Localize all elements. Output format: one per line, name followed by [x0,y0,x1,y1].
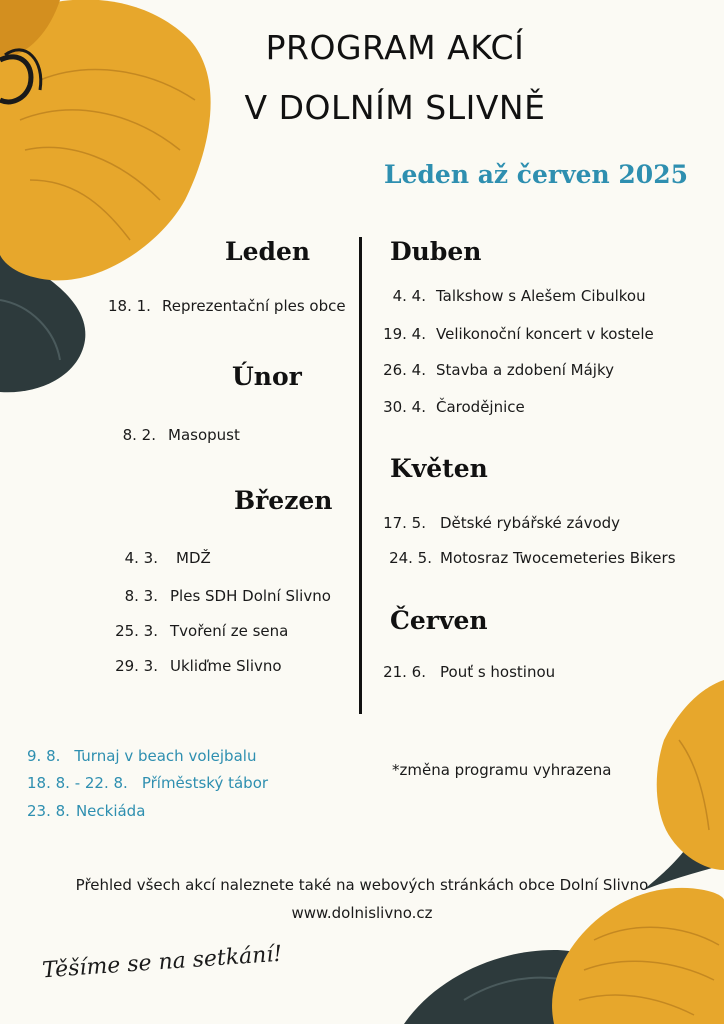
event-date: 24. 5. [389,549,432,567]
event-name: Masopust [168,426,240,444]
summer-event-name: Neckiáda [75,802,146,820]
event-date: 4. 3. [124,549,158,567]
summer-event-item [27,774,268,792]
event-name: Pouť s hostinou [440,663,556,681]
event-name: Stavba a zdobení Májky [436,361,615,379]
event-name: Reprezentační ples obce [162,297,346,315]
month-heading-kveten: Květen [390,454,488,483]
month-heading-brezen: Březen [234,486,333,515]
event-date: 18. 1. [108,297,151,315]
month-heading-leden: Leden [225,237,311,266]
summer-event-item [27,747,256,765]
event-date: 26. 4. [383,361,426,379]
event-item [380,663,555,681]
event-item [380,361,614,379]
event-date: 8. 2. [122,426,156,444]
event-date: 30. 4. [383,398,426,416]
footer [0,871,724,927]
event-name: Ukliďme Slivno [170,657,282,675]
summer-event-name: Turnaj v beach volejbalu [74,747,257,765]
summer-event-name: Příměstský tábor [141,774,269,792]
event-date: 29. 3. [115,657,158,675]
event-name: Velikonoční koncert v kostele [436,325,654,343]
page-title-line-2: V DOLNÍM SLIVNĚ [244,88,546,127]
summer-event-item [27,802,145,820]
flower-top-left-decoration [0,0,215,400]
website-link[interactable]: www.dolnislivno.cz [291,904,433,922]
event-date: 4. 4. [392,287,426,305]
event-item [108,426,240,444]
event-item [380,514,620,532]
summer-event-date: 9. 8. [27,747,61,765]
event-name: Talkshow s Alešem Cibulkou [436,287,646,305]
event-item [108,587,331,605]
flower-bottom-right-decoration [404,680,724,1024]
event-item [380,549,676,567]
summer-event-date: 18. 8. - 22. 8. [27,774,128,792]
event-item [380,325,654,343]
program-change-note: *změna programu vyhrazena [392,761,612,779]
event-name: Čarodějnice [436,398,525,416]
page-title-line-1: PROGRAM AKCÍ [265,28,525,67]
event-name: Dětské rybářské závody [440,514,621,532]
event-item [380,287,646,305]
month-heading-duben: Duben [390,237,482,266]
event-item [380,398,525,416]
event-name: Motosraz Twocemeteries Bikers [440,549,676,567]
signature-handwritten: Těšíme se na setkání! [41,941,284,984]
event-item [108,297,346,315]
column-divider [359,237,362,714]
event-date: 17. 5. [383,514,426,532]
month-heading-cerven: Červen [390,606,488,635]
month-heading-unor: Únor [232,362,302,391]
event-date: 19. 4. [383,325,426,343]
event-date: 8. 3. [124,587,158,605]
event-item [108,622,288,640]
event-date: 25. 3. [115,622,158,640]
event-name: MDŽ [176,549,211,567]
event-name: Ples SDH Dolní Slivno [170,587,331,605]
event-date: 21. 6. [383,663,426,681]
event-item [108,549,211,567]
footer-info-text: Přehled všech akcí naleznete také na webových stránkách obce Dolní Slivno [75,876,649,894]
event-name: Tvoření ze sena [170,622,289,640]
summer-event-date: 23. 8. [27,802,70,820]
event-item [108,657,282,675]
date-range-subtitle: Leden až červen 2025 [383,160,688,189]
